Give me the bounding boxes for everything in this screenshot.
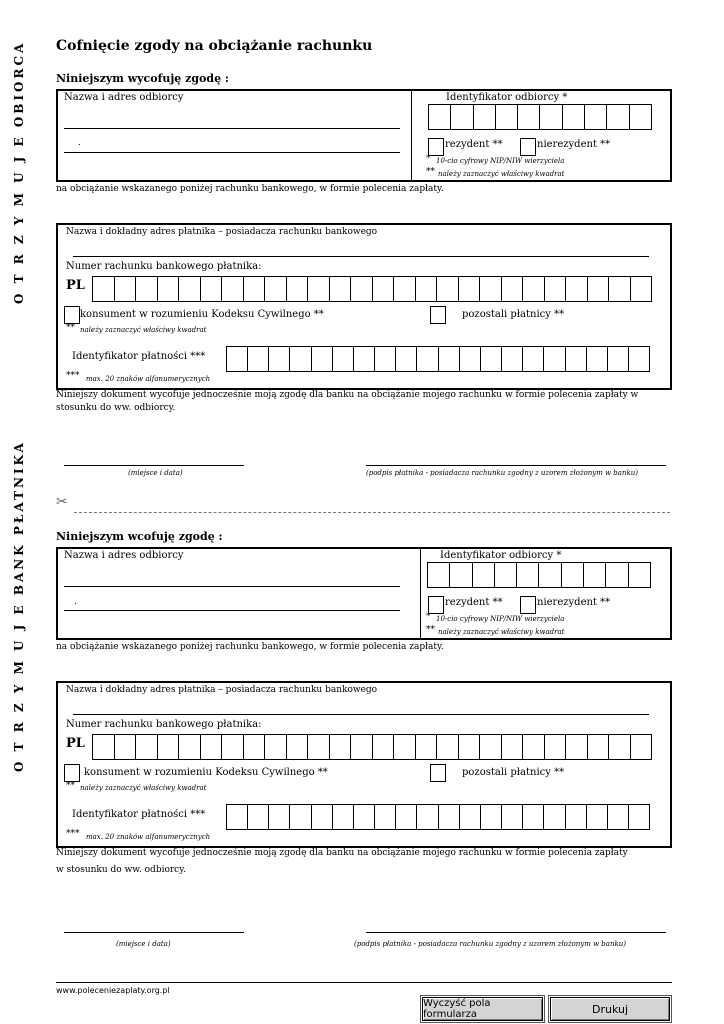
identifier-label: Identyfikator odbiorcy *: [446, 92, 568, 103]
identifier-input[interactable]: [427, 562, 651, 588]
payer-input[interactable]: [73, 256, 649, 257]
pl-prefix: PL: [66, 736, 85, 751]
note-checkbox: należy zaznaczyć właściwy kwadrat: [438, 628, 565, 636]
clear-form-button[interactable]: Wyczyść pola formularza: [422, 997, 543, 1021]
cut-line: [74, 512, 670, 513]
footer-url: www.poleceniezaplaty.org.pl: [56, 986, 170, 995]
signature-label: (podpis płatnika - posiadacza rachunku zgodny z uzorem złożonym w banku): [366, 469, 638, 477]
charge-text: na obciążanie wskazanego poniżej rachunku bankowego, w formie polecenia zapłaty.: [56, 184, 444, 194]
note-star: *: [426, 612, 431, 622]
others-label: pozostali płatnicy **: [462, 767, 565, 778]
scissors-icon: ✂: [56, 494, 68, 510]
place-date-label: (miejsce i data): [128, 469, 183, 477]
note-max: max. 20 znaków alfanumerycznych: [86, 833, 211, 841]
recipient-name-input[interactable]: [64, 586, 400, 587]
nonresident-checkbox[interactable]: [520, 138, 536, 156]
divider: [411, 91, 412, 180]
payer-label: Nazwa i dokładny adres płatnika – posiadacza rachunku bankowego: [66, 685, 378, 695]
section2-heading: Niniejszym wcofuję zgodę :: [56, 530, 223, 543]
consumer-label: konsument w rozumieniu Kodeksu Cywilnego **: [84, 767, 328, 778]
note-nip: 10-cio cyfrowy NIP/NIW wierzyciela: [436, 615, 565, 623]
account-label: Numer rachunku bankowego płatnika:: [66, 719, 262, 730]
account-label: Numer rachunku bankowego płatnika:: [66, 261, 262, 272]
note-star: **: [426, 625, 435, 635]
place-date-label: (miejsce i data): [116, 940, 171, 948]
note-checkbox: należy zaznaczyć właściwy kwadrat: [438, 170, 565, 178]
nonresident-checkbox[interactable]: [520, 596, 536, 614]
pl-prefix: PL: [66, 278, 85, 293]
note-checkbox: należy zaznaczyć właściwy kwadrat: [80, 784, 207, 792]
payment-id-label: Identyfikator płatności ***: [72, 809, 206, 820]
side-label-recipient: O T R Z Y M U J E OBIORCA: [12, 40, 26, 304]
payer-label: Nazwa i dokładny adres płatnika – posiadacza rachunku bankowego: [66, 227, 378, 237]
recipient-address-input[interactable]: [64, 152, 400, 153]
note-star: **: [66, 323, 75, 333]
payment-id-label: Identyfikator płatności ***: [72, 351, 206, 362]
side-label-bank: O T R Z Y M U J E BANK PŁATNIKA: [12, 440, 26, 772]
nonresident-label: nierezydent **: [537, 139, 611, 150]
nonresident-label: nierezydent **: [537, 597, 611, 608]
others-checkbox[interactable]: [430, 764, 446, 782]
note-star: *: [426, 154, 431, 164]
resident-label: rezydent **: [445, 597, 503, 608]
resident-label: rezydent **: [445, 139, 503, 150]
payment-id-input[interactable]: [226, 346, 650, 372]
recipient-address-input[interactable]: [64, 610, 400, 611]
section1-heading: Niniejszym wycofuję zgodę :: [56, 72, 229, 85]
others-checkbox[interactable]: [430, 306, 446, 324]
signature-line: [366, 932, 666, 933]
dot: .: [78, 138, 81, 148]
dot: .: [74, 597, 77, 607]
note-checkbox: należy zaznaczyć właściwy kwadrat: [80, 326, 207, 334]
note-star: **: [426, 167, 435, 177]
recipient-name-input[interactable]: [64, 128, 400, 129]
note-star: **: [66, 781, 75, 791]
statement-line2: w stosunku do ww. odbiorcy.: [56, 865, 186, 875]
note-max: max. 20 znaków alfanumerycznych: [86, 375, 211, 383]
payment-id-input[interactable]: [226, 804, 650, 830]
note-star: ***: [66, 371, 80, 381]
statement: Niniejszy dokument wycofuje jednocześnie moją zgodę dla banku na obciążanie mojego rachunku w formie polecenia zapłaty w stosunku do ww. odbiorcy.: [56, 390, 639, 413]
note-nip: 10-cio cyfrowy NIP/NIW wierzyciela: [436, 157, 565, 165]
place-date-input[interactable]: [64, 465, 244, 466]
account-number-input[interactable]: [92, 276, 652, 302]
print-button[interactable]: Drukuj: [550, 997, 670, 1021]
payer-input[interactable]: [73, 714, 649, 715]
recipient-label: Nazwa i adres odbiorcy: [64, 550, 184, 561]
signature-label: (podpis płatnika - posiadacza rachunku zgodny z uzorem złożonym w banku): [354, 940, 626, 948]
signature-line: [366, 465, 666, 466]
account-number-input[interactable]: [92, 734, 652, 760]
consumer-checkbox[interactable]: [64, 764, 80, 782]
footer-divider: [56, 982, 672, 983]
place-date-input[interactable]: [64, 932, 244, 933]
charge-text: na obciążanie wskazanego poniżej rachunku bankowego, w formie polecenia zapłaty.: [56, 642, 444, 652]
identifier-input[interactable]: [428, 104, 652, 130]
note-star: ***: [66, 829, 80, 839]
identifier-label: Identyfikator odbiorcy *: [440, 550, 562, 561]
recipient-label: Nazwa i adres odbiorcy: [64, 92, 184, 103]
consumer-checkbox[interactable]: [64, 306, 80, 324]
consumer-label: konsument w rozumieniu Kodeksu Cywilnego **: [80, 309, 324, 320]
statement-line1: Niniejszy dokument wycofuje jednocześnie moją zgodę dla banku na obciążanie mojego rachunku w formie polecenia zapłaty: [56, 848, 628, 858]
divider: [420, 549, 421, 638]
page-title: Cofnięcie zgody na obciążanie rachunku: [56, 38, 373, 54]
others-label: pozostali płatnicy **: [462, 309, 565, 320]
